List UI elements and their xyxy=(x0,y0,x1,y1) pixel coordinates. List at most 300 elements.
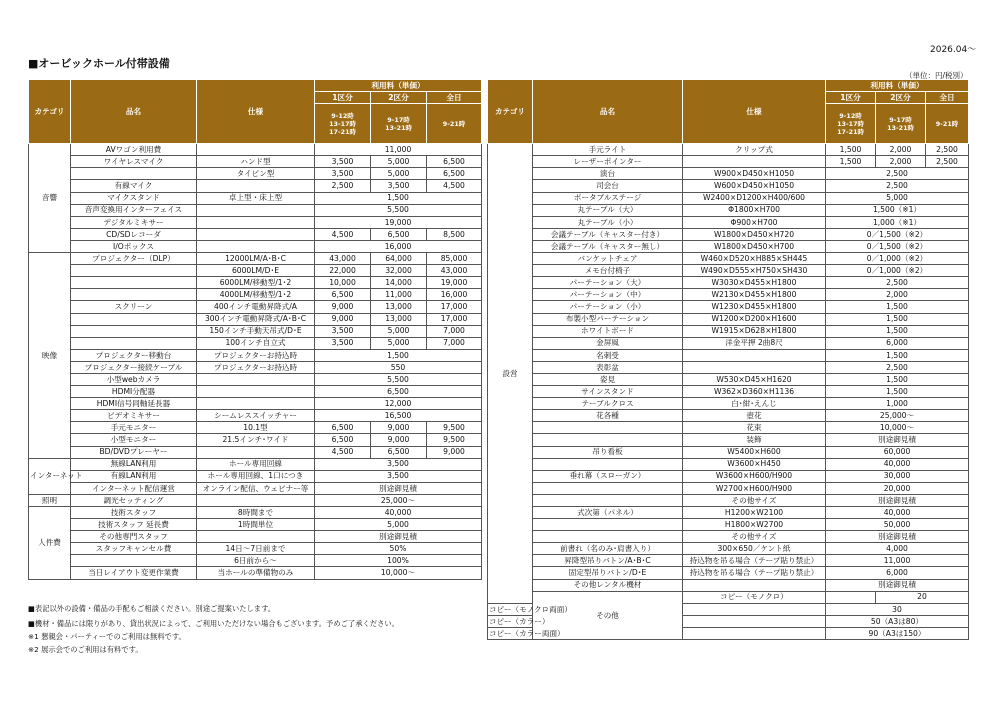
spec-cell: 白･紺･えんじ xyxy=(683,398,826,410)
price-cell: 3,500 xyxy=(315,156,371,168)
price-cell: 7,000 xyxy=(427,337,482,349)
price-cell: 4,500 xyxy=(315,228,371,240)
spec-cell: 300インチ電動昇降式/A･B･C xyxy=(197,313,315,325)
price-cell: 40,000 xyxy=(826,458,969,470)
item-cell: プロジェクター接続ケーブル xyxy=(71,361,197,373)
price-cell: 6,000 xyxy=(826,337,969,349)
item-cell: デジタルミキサー xyxy=(71,216,197,228)
category-cell: 映像 xyxy=(29,253,71,459)
price-cell: 10,000～ xyxy=(826,422,969,434)
table-row xyxy=(29,313,482,325)
header-spec: 仕様 xyxy=(683,80,826,144)
item-cell: プロジェクター（DLP） xyxy=(71,253,197,265)
category-cell: インターネット xyxy=(29,458,71,494)
price-cell: 6,500 xyxy=(371,446,427,458)
item-cell: 手元ライト xyxy=(533,144,683,156)
table-row xyxy=(29,144,482,156)
table-row xyxy=(29,422,482,434)
price-cell: 6,500 xyxy=(315,289,371,301)
table-row xyxy=(488,337,969,349)
table-row xyxy=(29,434,482,446)
table-row xyxy=(488,313,969,325)
price-cell: 3,500 xyxy=(315,458,482,470)
category-cell: 設営 xyxy=(488,144,533,604)
table-row xyxy=(29,265,482,277)
price-cell: 40,000 xyxy=(826,507,969,519)
price-cell: 6,000 xyxy=(826,567,969,579)
item-cell: 調光セッティング xyxy=(71,494,197,506)
price-cell: 14,000 xyxy=(371,277,427,289)
header-category: カテゴリ xyxy=(488,80,533,144)
price-cell: 2,500 xyxy=(826,180,969,192)
header-k2: 2区分 xyxy=(371,92,427,104)
item-cell: 司会台 xyxy=(533,180,683,192)
table-row xyxy=(29,543,482,555)
price-cell: 1,500 xyxy=(826,313,969,325)
table-row xyxy=(29,204,482,216)
page-title: ■オービックホール付帯設備 xyxy=(28,57,170,70)
price-cell: 11,000 xyxy=(826,555,969,567)
header-fee: 利用料（単価） xyxy=(315,80,482,92)
item-cell: その他専門スタッフ xyxy=(71,531,197,543)
item-cell: その他レンタル機材 xyxy=(533,579,683,591)
item-cell: レーザーポインター xyxy=(533,156,683,168)
spec-cell: 6日前から～ xyxy=(197,555,315,567)
item-cell: 小型webカメラ xyxy=(71,373,197,385)
table-row xyxy=(488,482,969,494)
item-cell: メモ台付椅子 xyxy=(533,265,683,277)
table-row xyxy=(488,265,969,277)
item-cell: コピー（モノクロ） xyxy=(683,591,826,603)
item-cell xyxy=(71,289,197,301)
spec-cell: W1800×D450×H700 xyxy=(683,240,826,252)
price-cell: 1,500 xyxy=(826,373,969,385)
price-cell: 30,000 xyxy=(826,470,969,482)
table-row xyxy=(29,337,482,349)
price-cell: 3,500 xyxy=(315,168,371,180)
item-cell: 昇降型吊りバトン/A･B･C xyxy=(533,555,683,567)
header-k2: 2区分 xyxy=(876,92,926,104)
price-cell: 1,500 xyxy=(826,144,876,156)
spec-cell: 8時間まで xyxy=(197,507,315,519)
table-row xyxy=(29,168,482,180)
spec-cell xyxy=(197,494,315,506)
table-row xyxy=(488,180,969,192)
header-k1: 1区分 xyxy=(315,92,371,104)
price-cell: 25,000～ xyxy=(315,494,482,506)
item-cell: パーテーション（中） xyxy=(533,289,683,301)
price-cell: 25,000～ xyxy=(826,410,969,422)
table-row xyxy=(488,422,969,434)
spec-cell: Φ900×H700 xyxy=(683,216,826,228)
spec-cell xyxy=(683,156,826,168)
table-row xyxy=(488,325,969,337)
header-s3: 9-21時 xyxy=(926,104,969,144)
price-cell: 10,000 xyxy=(315,277,371,289)
price-cell: 1,500 xyxy=(826,156,876,168)
table-row xyxy=(488,228,969,240)
spec-cell: W1915×D628×H1800 xyxy=(683,325,826,337)
item-cell: 演台 xyxy=(533,168,683,180)
item-cell: ポータブルステージ xyxy=(533,192,683,204)
spec-cell: W600×D450×H1050 xyxy=(683,180,826,192)
price-cell: 85,000 xyxy=(427,253,482,265)
table-row xyxy=(29,555,482,567)
price-cell: 6,500 xyxy=(427,156,482,168)
table-row xyxy=(488,144,969,156)
spec-cell: その他サイズ xyxy=(683,494,826,506)
header-s1: 9-12時 13-17時 17-21時 xyxy=(826,104,876,144)
spec-cell: W362×D360×H1136 xyxy=(683,386,826,398)
price-cell: 16,500 xyxy=(315,410,482,422)
table-row xyxy=(29,325,482,337)
price-cell: 別途御見積 xyxy=(826,434,969,446)
table-row xyxy=(488,531,969,543)
price-cell: 1,500（※1） xyxy=(826,204,969,216)
table-row xyxy=(488,253,969,265)
spec-cell xyxy=(197,446,315,458)
item-cell xyxy=(533,422,683,434)
spec-cell: 150インチ手動天吊式/D･E xyxy=(197,325,315,337)
item-cell xyxy=(71,265,197,277)
table-row xyxy=(488,398,969,410)
table-row xyxy=(488,519,969,531)
table-row xyxy=(488,579,969,591)
price-cell: 2,500 xyxy=(926,144,969,156)
price-cell: 別途御見積 xyxy=(315,482,482,494)
price-cell: 0／1,500（※2） xyxy=(826,228,969,240)
price-cell: 5,500 xyxy=(315,204,482,216)
item-cell: 有線LAN利用 xyxy=(71,470,197,482)
item-cell: 布製小型パーテーション xyxy=(533,313,683,325)
table-row xyxy=(29,373,482,385)
item-cell: ホワイトボード xyxy=(533,325,683,337)
price-cell: 19,000 xyxy=(315,216,482,228)
spec-cell xyxy=(683,579,826,591)
item-cell: ビデオミキサー xyxy=(71,410,197,422)
item-cell xyxy=(71,168,197,180)
price-cell: 5,000 xyxy=(371,156,427,168)
spec-cell: W1800×D450×H720 xyxy=(683,228,826,240)
table-row xyxy=(29,531,482,543)
item-cell xyxy=(71,337,197,349)
price-cell: 1,500 xyxy=(315,349,482,361)
table-row xyxy=(29,156,482,168)
item-cell xyxy=(71,325,197,337)
price-cell: 50,000 xyxy=(826,519,969,531)
spec-cell: 400インチ電動昇降式/A xyxy=(197,301,315,313)
table-row xyxy=(29,470,482,482)
spec-cell xyxy=(197,398,315,410)
price-cell: 1,500 xyxy=(826,325,969,337)
item-cell: 名刺受 xyxy=(533,349,683,361)
table-row xyxy=(488,373,969,385)
item-cell: 当日レイアウト変更作業費 xyxy=(71,567,197,579)
price-cell: 90（A3は150） xyxy=(826,627,969,639)
table-row xyxy=(488,386,969,398)
price-cell: 13,000 xyxy=(371,313,427,325)
spec-cell: 洋金平押 2曲8尺 xyxy=(683,337,826,349)
table-row xyxy=(29,349,482,361)
table-row xyxy=(29,567,482,579)
price-cell: 別途御見積 xyxy=(826,579,969,591)
header-s3: 9-21時 xyxy=(427,104,482,144)
spec-cell: H1800×W2700 xyxy=(683,519,826,531)
spec-cell: W3600×H450 xyxy=(683,458,826,470)
price-cell: 16,000 xyxy=(315,240,482,252)
item-cell: BD/DVDプレーヤー xyxy=(71,446,197,458)
spec-cell: W3030×D455×H1800 xyxy=(683,277,826,289)
price-cell: 9,000 xyxy=(315,301,371,313)
price-cell: 1,000（※1） xyxy=(826,216,969,228)
price-cell: 6,500 xyxy=(371,228,427,240)
table-row xyxy=(488,216,969,228)
item-cell: 手元モニター xyxy=(71,422,197,434)
price-cell: 12,000 xyxy=(315,398,482,410)
header-category: カテゴリ xyxy=(29,80,71,144)
item-cell: 会議テーブル（キャスター付き） xyxy=(533,228,683,240)
price-cell: 30 xyxy=(826,603,969,615)
price-cell: 2,000 xyxy=(876,156,926,168)
item-cell: 音声変換用インターフェイス xyxy=(71,204,197,216)
item-cell: ワイヤレスマイク xyxy=(71,156,197,168)
item-cell xyxy=(533,458,683,470)
item-cell: インターネット配信運営 xyxy=(71,482,197,494)
table-row xyxy=(29,494,482,506)
spec-cell: W5400×H600 xyxy=(683,446,826,458)
price-cell: 別途御見積 xyxy=(826,494,969,506)
item-cell: コピー（カラー両面） xyxy=(489,628,565,638)
table-row xyxy=(29,216,482,228)
item-cell: テーブルクロス xyxy=(533,398,683,410)
spec-cell: 100インチ自立式 xyxy=(197,337,315,349)
table-row xyxy=(488,555,969,567)
spec-cell xyxy=(197,216,315,228)
item-cell: パーテーション（大） xyxy=(533,277,683,289)
table-row xyxy=(488,410,969,422)
price-cell: 22,000 xyxy=(315,265,371,277)
item-cell xyxy=(533,434,683,446)
table-row xyxy=(488,289,969,301)
item-cell: バンケットチェア xyxy=(533,253,683,265)
spec-cell xyxy=(197,180,315,192)
price-cell: 9,500 xyxy=(427,434,482,446)
header-all: 全日 xyxy=(926,92,969,104)
price-cell: 2,500 xyxy=(315,180,371,192)
spec-cell xyxy=(826,591,876,603)
item-cell: 吊り看板 xyxy=(533,446,683,458)
price-cell: 11,000 xyxy=(371,289,427,301)
spec-cell xyxy=(683,627,826,639)
price-cell: 0／1,000（※2） xyxy=(826,265,969,277)
item-cell: 金屏風 xyxy=(533,337,683,349)
note-2: ■機材・備品には限りがあり、貸出状況によって、ご利用いただけない場合もございます。予めご了承ください。 xyxy=(28,619,400,628)
spec-cell: 21.5インチ･ワイド xyxy=(197,434,315,446)
table-row xyxy=(29,277,482,289)
price-cell: 1,500 xyxy=(826,301,969,313)
item-cell xyxy=(533,494,683,506)
spec-cell xyxy=(197,386,315,398)
spec-cell: 12000LM/A･B･C xyxy=(197,253,315,265)
price-cell: 6,500 xyxy=(315,386,482,398)
spec-cell: W460×D520×H885×SH445 xyxy=(683,253,826,265)
price-cell: 9,000 xyxy=(427,446,482,458)
header-fee: 利用料（単価） xyxy=(826,80,969,92)
price-cell: 60,000 xyxy=(826,446,969,458)
table-row xyxy=(488,434,969,446)
spec-cell: 300×650／ケント紙 xyxy=(683,543,826,555)
price-cell: 5,000 xyxy=(371,168,427,180)
item-cell xyxy=(533,531,683,543)
spec-cell: その他サイズ xyxy=(683,531,826,543)
header-k1: 1区分 xyxy=(826,92,876,104)
price-cell: 1,500 xyxy=(315,192,482,204)
category-cell: 音響 xyxy=(29,144,71,253)
table-body-left xyxy=(29,144,482,579)
price-cell: 5,000 xyxy=(371,337,427,349)
price-cell: 2,500 xyxy=(826,361,969,373)
document-date: 2026.04～ xyxy=(930,45,977,55)
price-cell: 4,000 xyxy=(826,543,969,555)
price-cell: 5,000 xyxy=(371,325,427,337)
spec-cell: W530×D45×H1620 xyxy=(683,373,826,385)
item-cell: 丸テーブル（大） xyxy=(533,204,683,216)
table-row xyxy=(488,168,969,180)
price-cell: 19,000 xyxy=(427,277,482,289)
table-row xyxy=(29,410,482,422)
price-cell: 7,000 xyxy=(427,325,482,337)
price-cell: 1,000 xyxy=(826,398,969,410)
table-row xyxy=(488,277,969,289)
header-all: 全日 xyxy=(427,92,482,104)
spec-cell: W3600×H600/H900 xyxy=(683,470,826,482)
item-cell xyxy=(533,519,683,531)
price-cell: 5,000 xyxy=(826,192,969,204)
item-cell: コピー（モノクロ両面） xyxy=(489,604,572,614)
table-row xyxy=(488,204,969,216)
table-row xyxy=(488,361,969,373)
price-cell: 9,000 xyxy=(371,422,427,434)
table-row xyxy=(488,591,969,603)
price-cell: 8,500 xyxy=(427,228,482,240)
item-cell: 会議テーブル（キャスター無し） xyxy=(533,240,683,252)
price-cell: 2,500 xyxy=(926,156,969,168)
price-cell: 1,500 xyxy=(826,349,969,361)
table-row xyxy=(29,301,482,313)
header-item: 品名 xyxy=(71,80,197,144)
table-row xyxy=(488,349,969,361)
item-cell: 姿見 xyxy=(533,373,683,385)
item-cell: コピー（カラー） xyxy=(489,616,550,626)
header-spec: 仕様 xyxy=(197,80,315,144)
item-cell: 表彰盆 xyxy=(533,361,683,373)
price-cell: 10,000～ xyxy=(315,567,482,579)
spec-cell: 10.1型 xyxy=(197,422,315,434)
price-cell: 50% xyxy=(315,543,482,555)
spec-cell xyxy=(197,240,315,252)
item-cell: サインスタンド xyxy=(533,386,683,398)
spec-cell: 6000LM/移動型/1･2 xyxy=(197,277,315,289)
table-row xyxy=(29,253,482,265)
spec-cell: 花束 xyxy=(683,422,826,434)
price-cell: 20,000 xyxy=(826,482,969,494)
table-row xyxy=(488,543,969,555)
spec-cell xyxy=(197,144,315,156)
spec-cell: 持込物を吊る場合（テープ貼り禁止） xyxy=(683,567,826,579)
item-cell: CD/SDレコーダ xyxy=(71,228,197,240)
table-row xyxy=(488,446,969,458)
spec-cell: 持込物を吊る場合（テープ貼り禁止） xyxy=(683,555,826,567)
header-s2: 9-17時 13-21時 xyxy=(371,104,427,144)
table-row xyxy=(29,289,482,301)
item-cell xyxy=(71,313,197,325)
price-cell: 3,500 xyxy=(371,180,427,192)
table-row xyxy=(29,458,482,470)
price-cell: 3,500 xyxy=(315,325,371,337)
table-row xyxy=(29,361,482,373)
spec-cell: H1200×W2100 xyxy=(683,507,826,519)
price-cell: 別途御見積 xyxy=(315,531,482,543)
spec-cell xyxy=(683,603,826,615)
table-row xyxy=(29,228,482,240)
price-cell: 0／1,000（※2） xyxy=(826,253,969,265)
note-3: ※1 懇親会・パーティーでのご利用は無料です。 xyxy=(28,632,186,641)
price-cell: 20 xyxy=(876,591,969,603)
header-s1: 9-12時 13-17時 17-21時 xyxy=(315,104,371,144)
spec-cell: W900×D450×H1050 xyxy=(683,168,826,180)
table-row xyxy=(29,240,482,252)
price-cell: 9,000 xyxy=(315,313,371,325)
table-row xyxy=(488,301,969,313)
item-cell xyxy=(533,482,683,494)
item-cell: I/Oボックス xyxy=(71,240,197,252)
spec-cell: プロジェクターお持込時 xyxy=(197,349,315,361)
spec-cell: W490×D555×H750×SH430 xyxy=(683,265,826,277)
price-cell: 9,000 xyxy=(371,434,427,446)
price-cell: 6,500 xyxy=(315,422,371,434)
spec-cell xyxy=(197,204,315,216)
spec-cell: 1時間単位 xyxy=(197,519,315,531)
equipment-table-left xyxy=(28,79,482,580)
header-s2: 9-17時 13-21時 xyxy=(876,104,926,144)
price-cell: 2,000 xyxy=(826,289,969,301)
price-cell: 3,500 xyxy=(315,337,371,349)
item-cell xyxy=(71,555,197,567)
table-row xyxy=(29,482,482,494)
spec-cell: プロジェクターお持込時 xyxy=(197,361,315,373)
item-cell: スクリーン xyxy=(71,301,197,313)
item-cell: 無線LAN利用 xyxy=(71,458,197,470)
price-cell: 64,000 xyxy=(371,253,427,265)
spec-cell: タイピン型 xyxy=(197,168,315,180)
price-cell: 9,500 xyxy=(427,422,482,434)
table-row xyxy=(488,494,969,506)
spec-cell xyxy=(197,228,315,240)
table-row xyxy=(29,386,482,398)
price-cell: 100% xyxy=(315,555,482,567)
price-cell: 32,000 xyxy=(371,265,427,277)
item-cell: 式次第（パネル） xyxy=(533,507,683,519)
spec-cell: W1230×D455×H1800 xyxy=(683,301,826,313)
table-body-right xyxy=(488,144,969,640)
item-cell: 前書れ（名のみ･肩書入り） xyxy=(533,543,683,555)
item-cell: 有線マイク xyxy=(71,180,197,192)
price-cell: 43,000 xyxy=(315,253,371,265)
price-cell: 別途御見積 xyxy=(826,531,969,543)
header-item: 品名 xyxy=(533,80,683,144)
price-cell: 43,000 xyxy=(427,265,482,277)
spec-cell: 14日～7日前まで xyxy=(197,543,315,555)
